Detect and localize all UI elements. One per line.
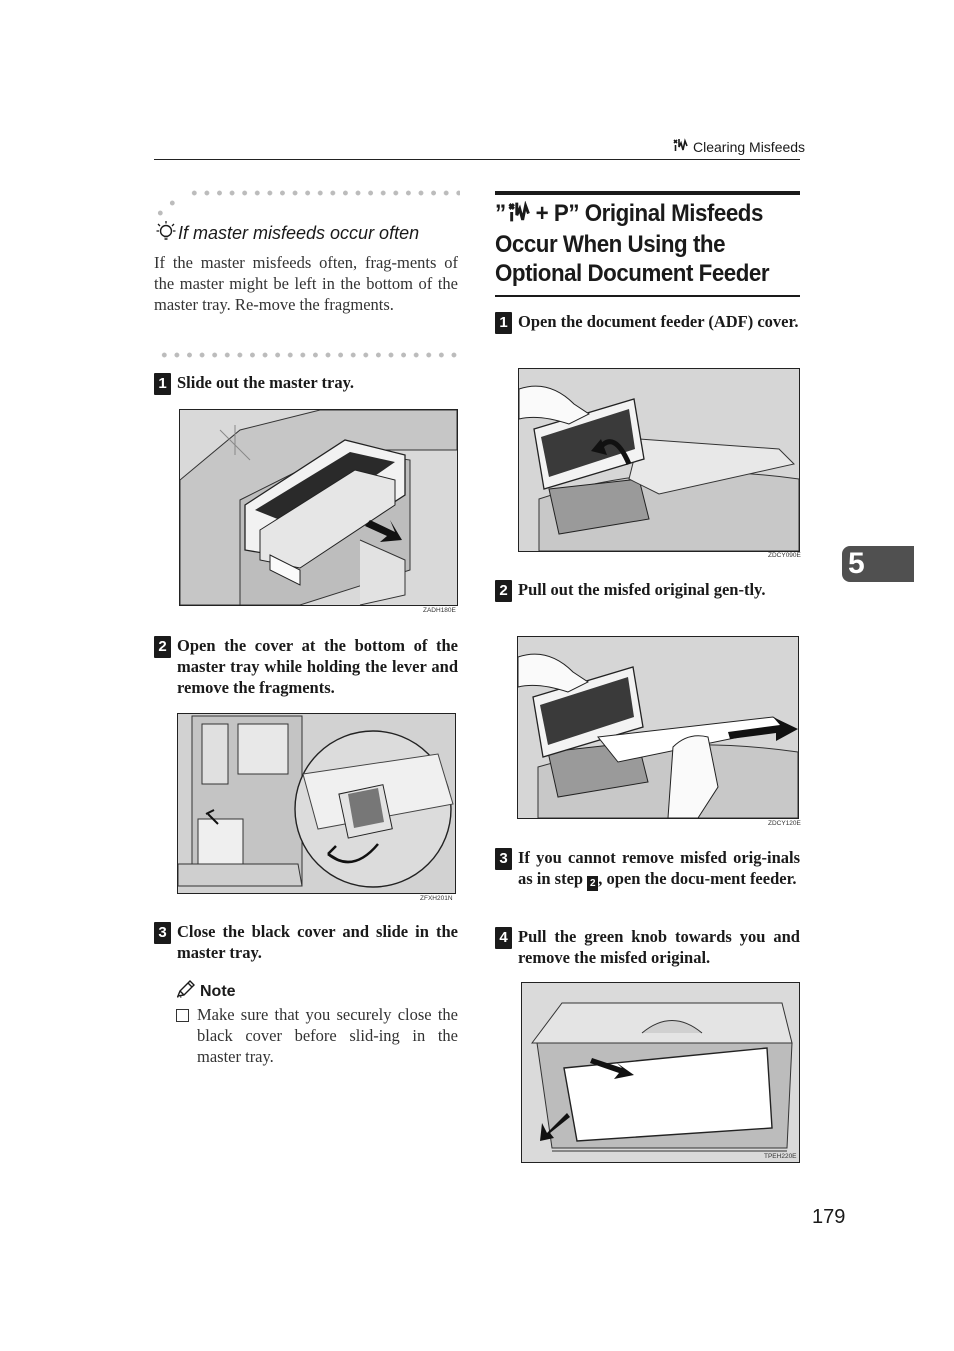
right-step-3 (495, 847, 800, 891)
figure-code: ZDCY120E (768, 820, 801, 827)
header-rule (154, 159, 800, 160)
chapter-tab[interactable]: 5 (842, 546, 914, 582)
step-text: Open the cover at the bottom of the master tray while holding the lever and remove the fragments. (177, 636, 458, 697)
figure-code: ZFXH201N (420, 895, 453, 902)
left-step-3 (154, 921, 458, 963)
figure-code: ZADH180E (423, 607, 456, 614)
step-number: 2 (154, 636, 171, 658)
step-text: Open the document feeder (ADF) cover. (518, 312, 799, 331)
step-text: Slide out the master tray. (177, 373, 355, 392)
right-step-4 (495, 926, 800, 968)
left-step-2 (154, 635, 458, 698)
figure-pull-green-knob (521, 982, 800, 1163)
pencil-icon (176, 980, 196, 1003)
header-title: Clearing Misfeeds (693, 138, 806, 155)
hint-title: If master misfeeds occur often (156, 220, 419, 247)
figure-pull-out-original (517, 636, 799, 819)
checkbox-bullet-icon (176, 1009, 189, 1022)
figure-slide-out-master-tray (179, 409, 458, 606)
step-number: 3 (154, 922, 171, 944)
note-item: Make sure that you securely close the black cover before slid-ing in the master tray. (176, 1004, 458, 1067)
section-rule-top (495, 191, 800, 195)
left-step-1 (154, 372, 458, 395)
hint-dots-top (188, 190, 460, 196)
step-text: Close the black cover and slide in the master tray. (177, 922, 458, 962)
figure-code: TPEH220E (764, 1153, 797, 1160)
step-number: 1 (154, 373, 171, 395)
figure-open-adf-cover (518, 368, 800, 552)
step-text: Pull the green knob towards you and remove the misfed original. (518, 927, 800, 967)
figure-code: ZDCY090E (768, 552, 801, 559)
section-rule-bottom (495, 295, 800, 297)
step-number: 3 (495, 848, 512, 870)
hint-dots-top-corner (166, 200, 176, 206)
step-text: If you cannot remove misfed orig-inals as in step 2 , open the docu-ment feeder. (518, 848, 800, 889)
step-number: 4 (495, 927, 512, 949)
note-heading: Note (176, 980, 236, 1003)
step-text: Pull out the misfed original gen-tly. (518, 580, 766, 599)
lightbulb-icon (156, 220, 176, 247)
step-number: 1 (495, 312, 512, 334)
misfeed-icon (506, 201, 530, 230)
figure-open-bottom-cover (177, 713, 456, 894)
hint-dots-top-corner-2 (154, 210, 164, 216)
step-number: 2 (495, 580, 512, 602)
right-step-1 (495, 311, 800, 334)
misfeed-icon (672, 138, 688, 155)
section-title: ” + P” Original Misfeeds Occur When Using the Optional Document Feeder (495, 200, 770, 287)
hint-dots-bottom (158, 352, 460, 358)
right-step-2 (495, 579, 800, 602)
running-header (672, 138, 805, 155)
page-number: 179 (812, 1206, 846, 1228)
step-reference: 2 (587, 876, 598, 891)
hint-body: If the master misfeeds often, frag-ments of the master might be left in the bottom of the master tray. Re-move the fragments. (154, 253, 458, 314)
